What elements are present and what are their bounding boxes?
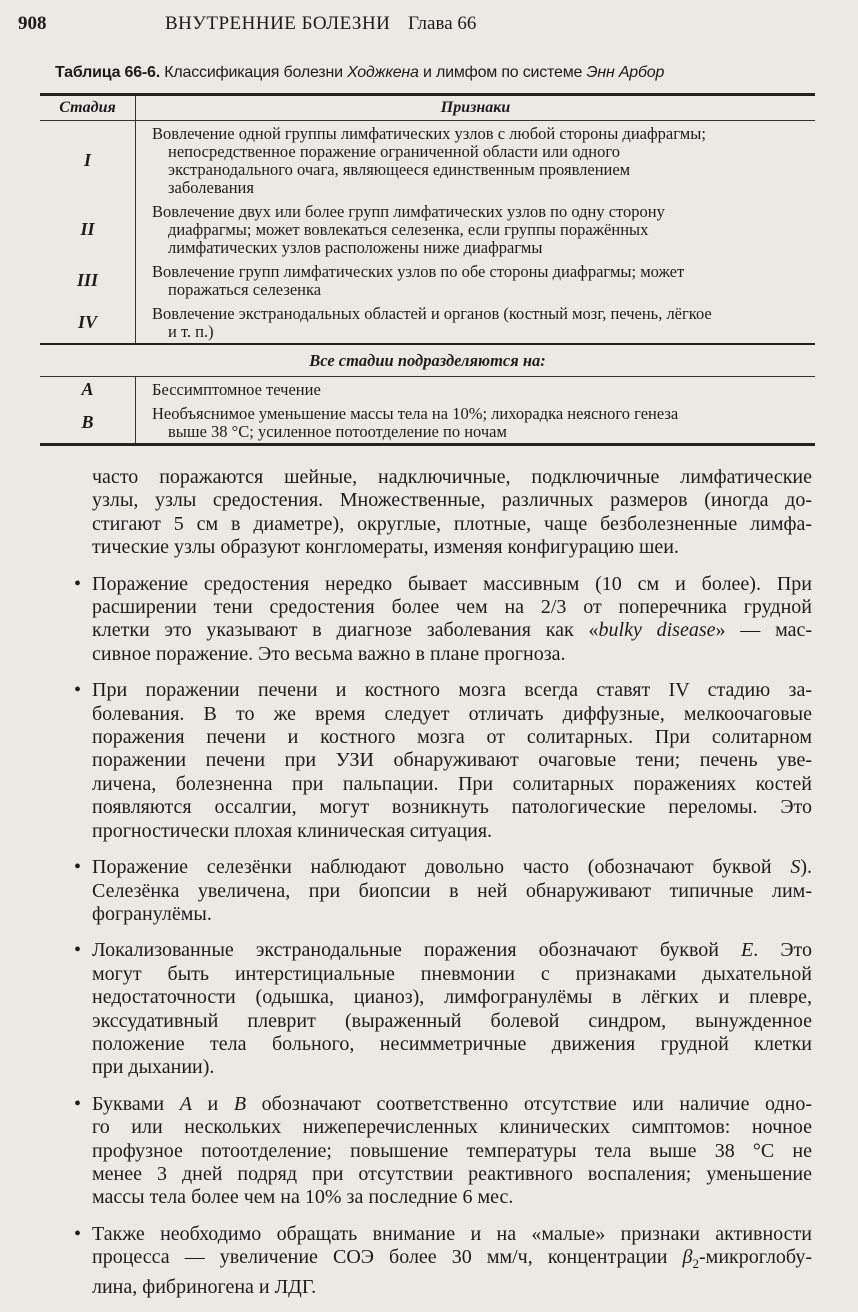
text-line bbox=[92, 1093, 812, 1116]
signs-cell bbox=[136, 377, 815, 401]
text-line bbox=[92, 703, 812, 726]
caption-text: Классификация болезни bbox=[160, 64, 348, 81]
italic-term: A bbox=[179, 1092, 192, 1115]
body-text bbox=[74, 466, 813, 1312]
bullet-item bbox=[74, 1092, 812, 1210]
text-line bbox=[92, 856, 812, 879]
text-run: Также необходимо обращать внимание и на «малые» признаки активности bbox=[92, 1222, 812, 1245]
bullet-icon: • bbox=[74, 856, 82, 879]
text-run: профузное потоотделение; повышение температуры тела выше 38 °C не bbox=[92, 1139, 812, 1162]
text-run: менее 3 дней подряд при отсутствии реактивного воспаления; уменьшение bbox=[92, 1162, 812, 1185]
italic-term: β bbox=[682, 1246, 693, 1269]
text-line bbox=[92, 1276, 812, 1299]
signs-line: Вовлечение одной группы лимфатических узлов с любой стороны диафрагмы; bbox=[152, 124, 706, 143]
bullet-item bbox=[74, 1222, 812, 1299]
italic-term: bulky disease bbox=[598, 619, 716, 642]
bullet-item bbox=[74, 939, 812, 1079]
text-run: При поражении печени и костного мозга всегда ставят IV стадию за- bbox=[92, 679, 812, 702]
text-line bbox=[92, 489, 812, 512]
text-run: Буквами bbox=[92, 1092, 180, 1115]
stage-cell: IV bbox=[40, 301, 136, 343]
text-line bbox=[92, 880, 812, 903]
text-line bbox=[92, 1033, 812, 1056]
stage-cell: A bbox=[40, 377, 136, 401]
text-run: клетки это указывают в диагнозе заболевания как « bbox=[92, 619, 599, 642]
bullet-item bbox=[74, 679, 812, 843]
page-number: 908 bbox=[18, 13, 47, 34]
classification-table bbox=[40, 93, 815, 446]
table-caption bbox=[55, 64, 664, 82]
text-line bbox=[92, 986, 812, 1009]
table-row bbox=[40, 199, 815, 259]
text-run: -микроглобу- bbox=[699, 1246, 812, 1269]
text-line bbox=[92, 619, 812, 642]
text-line bbox=[92, 749, 812, 772]
text-line bbox=[92, 513, 812, 536]
caption-name: Ходжкена bbox=[347, 64, 419, 81]
text-run: могут быть интерстициальные пневмонии с признаками дыхательной bbox=[92, 962, 812, 985]
text-run: тические узлы образуют конгломераты, изменяя конфигурацию шеи. bbox=[92, 536, 680, 559]
signs-line: заболевания bbox=[168, 178, 254, 197]
text-run: и bbox=[191, 1092, 234, 1115]
text-run: Локализованные экстранодальные поражения обозначают буквой bbox=[92, 939, 742, 962]
text-run: поражения печени и костного мозга от солитарных. При солитарном bbox=[92, 726, 812, 749]
signs-line: Вовлечение групп лимфатических узлов по обе стороны диафрагмы; может bbox=[152, 262, 685, 281]
text-run: фогранулёмы. bbox=[92, 902, 212, 925]
text-line bbox=[92, 1223, 812, 1246]
stage-cell: III bbox=[40, 259, 136, 301]
text-run: расширении тени средостения более чем на 2/3 от поперечника грудной bbox=[92, 596, 812, 619]
signs-line: лимфатических узлов расположены ниже диафрагмы bbox=[168, 238, 543, 257]
header-signs: Признаки bbox=[440, 99, 511, 116]
running-title: ВНУТРЕННИЕ БОЛЕЗНИ bbox=[165, 13, 391, 34]
text-run: го или нескольких нижеперечисленных клинических симптомов: ночное bbox=[92, 1116, 812, 1139]
text-line bbox=[92, 773, 812, 796]
text-line bbox=[92, 596, 812, 619]
text-run: Селезёнка увеличена, при биопсии в ней обнаруживают типичные лим- bbox=[92, 879, 812, 902]
text-run: лина, фибриногена и ЛДГ. bbox=[92, 1275, 317, 1298]
text-run: Поражение селезёнки наблюдают довольно часто (обозначают буквой bbox=[92, 856, 791, 879]
stage-cell: I bbox=[40, 121, 136, 199]
text-run: . Это bbox=[753, 939, 812, 962]
table-row bbox=[40, 301, 815, 343]
subscript: 2 bbox=[692, 1256, 700, 1272]
text-run: Поражение средостения нередко бывает массивным (10 см и более). При bbox=[92, 572, 812, 595]
text-run: поражении печени при УЗИ обнаруживают очаговые тени; печень уве- bbox=[92, 749, 812, 772]
header-stage: Стадия bbox=[40, 96, 136, 120]
text-line bbox=[92, 573, 812, 596]
bullet-icon: • bbox=[74, 939, 82, 962]
text-line bbox=[92, 679, 812, 702]
bullet-item bbox=[74, 856, 812, 926]
text-run: личена, болезненна при пальпации. При солитарных поражениях костей bbox=[92, 772, 812, 795]
italic-term: S bbox=[790, 856, 801, 879]
signs-line: Необъяснимое уменьшение массы тела на 10%; лихорадка неясного генеза bbox=[152, 404, 679, 423]
bullet-icon: • bbox=[74, 679, 82, 702]
stage-cell: II bbox=[40, 199, 136, 259]
bullet-icon: • bbox=[74, 1222, 82, 1245]
caption-name: Энн Арбор bbox=[586, 64, 665, 81]
text-line bbox=[92, 643, 812, 666]
text-run: при дыхании). bbox=[92, 1056, 215, 1079]
table-row bbox=[40, 259, 815, 301]
signs-cell bbox=[136, 301, 815, 343]
text-line bbox=[92, 1140, 812, 1163]
text-run: болевания. В то же время следует отличать диффузные, мелкоочаговые bbox=[92, 702, 812, 725]
signs-line: поражаться селезенка bbox=[168, 280, 322, 299]
bullet-item bbox=[74, 572, 813, 667]
signs-line: Бессимптомное течение bbox=[152, 380, 321, 399]
text-run: прогностически плохая клиническая ситуация. bbox=[92, 819, 493, 842]
signs-cell bbox=[136, 401, 815, 443]
text-line bbox=[92, 939, 812, 962]
text-line bbox=[92, 1116, 812, 1139]
text-run: обозначают соответственно отсутствие или наличие одно- bbox=[246, 1092, 812, 1115]
text-line bbox=[92, 903, 812, 926]
text-line bbox=[92, 963, 812, 986]
text-line bbox=[92, 726, 812, 749]
signs-line: непосредственное поражение ограниченной области или одного bbox=[168, 142, 620, 161]
text-line bbox=[92, 466, 812, 489]
table-row bbox=[40, 377, 815, 401]
text-run: часто поражаются шейные, надключичные, подключичные лимфатические bbox=[92, 466, 812, 488]
signs-cell bbox=[136, 121, 815, 199]
signs-line: экстранодального очага, являющееся единственным проявлением bbox=[168, 160, 631, 179]
text-run: появляются оссалгии, могут возникнуть патологические переломы. Это bbox=[92, 796, 812, 819]
caption-label: Таблица 66-6. bbox=[55, 64, 161, 81]
text-run: недостаточности (одышка, цианоз), лимфогранулёмы в лёгких и плевре, bbox=[92, 986, 812, 1009]
bullet-icon: • bbox=[74, 1092, 82, 1115]
signs-cell bbox=[136, 259, 815, 301]
caption-text: и лимфом по системе bbox=[418, 64, 587, 81]
text-run: массы тела более чем на 10% за последние 6 мес. bbox=[92, 1186, 514, 1209]
signs-line: диафрагмы; может вовлекаться селезенка, если группы поражённых bbox=[168, 220, 649, 239]
table-bottom-rule bbox=[40, 443, 815, 446]
text-line bbox=[92, 1163, 812, 1186]
text-line bbox=[92, 1010, 812, 1033]
text-line bbox=[92, 796, 812, 819]
italic-term: B bbox=[233, 1092, 247, 1115]
text-run: ). bbox=[800, 856, 812, 879]
text-line bbox=[92, 1186, 812, 1209]
italic-term: E bbox=[741, 939, 754, 962]
table-row bbox=[40, 401, 815, 443]
text-run: » — мас- bbox=[715, 619, 813, 642]
signs-line: Вовлечение двух или более групп лимфатических узлов по одну сторону bbox=[152, 202, 665, 221]
signs-line: и т. п.) bbox=[168, 322, 214, 341]
signs-line: Вовлечение экстранодальных областей и органов (костный мозг, печень, лёгкое bbox=[152, 304, 712, 323]
paragraph bbox=[92, 466, 812, 560]
text-run: экссудативный плеврит (выраженный болевой синдром, вынужденное bbox=[92, 1009, 812, 1032]
text-line bbox=[92, 1056, 812, 1079]
text-run: процесса — увеличение СОЭ более 30 мм/ч, концентрации bbox=[92, 1246, 683, 1269]
text-line bbox=[92, 1246, 812, 1275]
bullet-icon: • bbox=[74, 572, 82, 595]
text-run: узлы, узлы средостения. Множественные, различных размеров (иногда до- bbox=[92, 489, 812, 512]
chapter-label: Глава 66 bbox=[408, 13, 477, 34]
stage-cell: B bbox=[40, 401, 136, 443]
signs-line: выше 38 °C; усиленное потоотделение по ночам bbox=[168, 422, 507, 441]
text-run: стигают 5 см в диаметре), округлые, плотные, чаще безболезненные лимфа- bbox=[92, 512, 812, 535]
table-subheader: Все стадии подразделяются на: bbox=[309, 351, 546, 370]
text-run: сивное поражение. Это весьма важно в плане прогноза. bbox=[92, 642, 566, 665]
table-header-row bbox=[40, 96, 815, 120]
text-run: положение тела больного, несимметричные движения грудной клетки bbox=[92, 1032, 812, 1055]
table-row bbox=[40, 121, 815, 199]
signs-cell bbox=[136, 199, 815, 259]
text-line bbox=[92, 820, 812, 843]
text-line bbox=[92, 536, 812, 559]
